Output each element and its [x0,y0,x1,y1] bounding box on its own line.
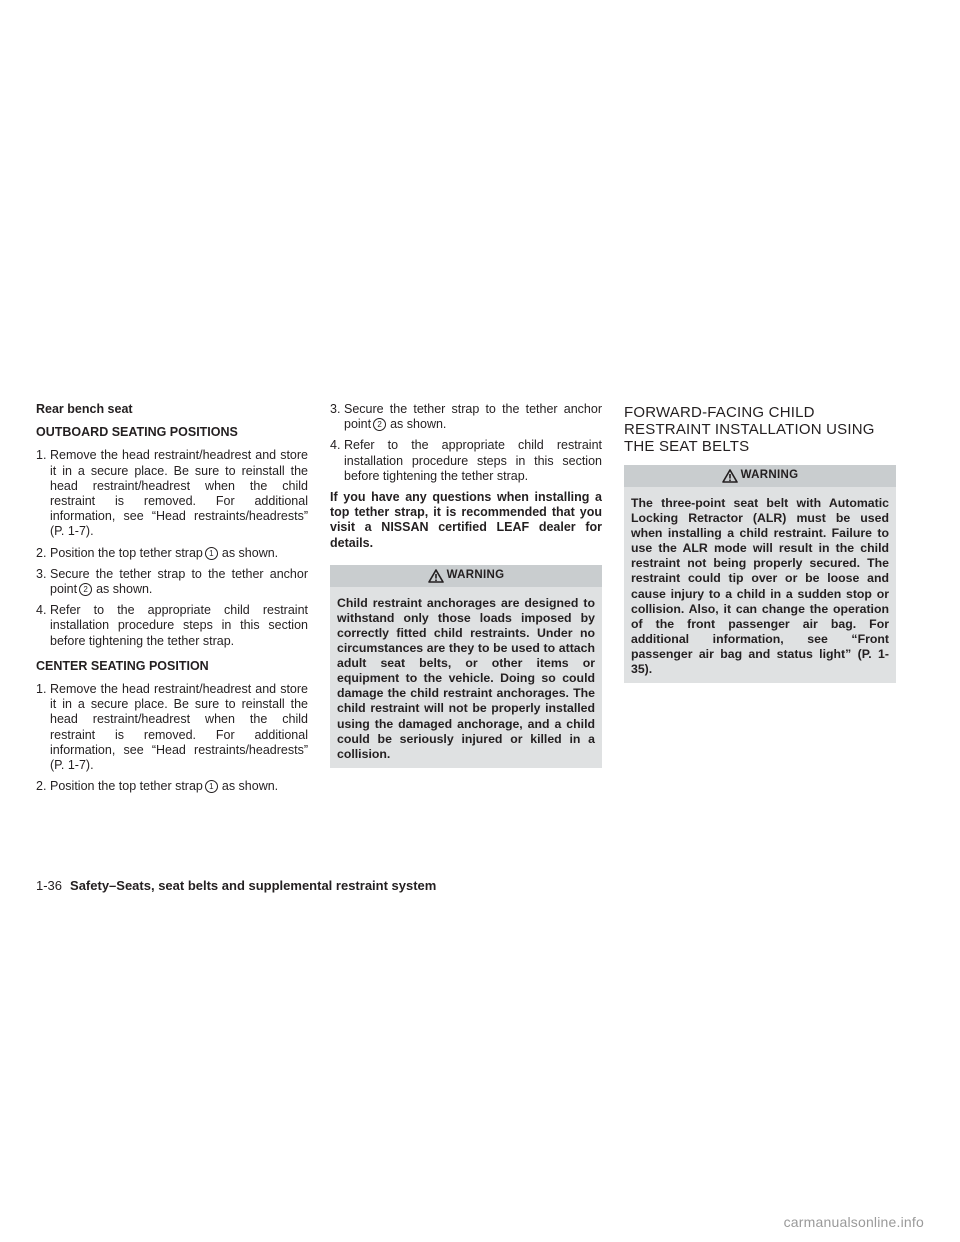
list-item [330,402,602,432]
section-title: FORWARD-FACING CHILD RESTRAINT INSTALLATION USING THE SEAT BELTS [624,404,875,455]
item-number: 4. [330,438,341,453]
warning-text: The three-point seat belt with Automatic Locking Retractor (ALR) must be used when installing a child restraint. Failure to use the ALR mode will result in the child restraint not being properly secured. The restraint could tip over or be loose and cause injury to a child in a sudden stop or collision. Also, it can change the operation of the front passenger air bag. For additional information, see “Front passenger air bag and status light” (P. 1-35). [631,496,889,677]
list-item [36,546,308,561]
item-text: Refer to the appropriate child restraint installation procedure steps in this section before tightening the tether strap. [344,438,602,483]
item-number: 4. [36,603,47,618]
list-item [330,438,602,484]
list-item [36,682,308,773]
item-text-post: as shown. [96,582,153,597]
item-text-pre: Secure the tether strap to the tether anchor point [344,402,602,432]
callout-circle-icon: 2 [373,418,386,431]
list-item [36,448,308,539]
item-text: Remove the head restraint/headrest and store it in a secure place. Be sure to reinstall the head restraint/headrest when the child restraint is removed. For additional information, see “Head restraints/headrests” (P. 1-7). [50,448,308,539]
item-number: 3. [330,402,341,416]
warning-icon [722,469,738,483]
dealer-note: If you have any questions when installing a top tether strap, it is recommended that you visit a NISSAN certified LEAF dealer for details. [330,490,602,550]
list-item [36,567,308,597]
warning-box [330,565,602,768]
warning-box [624,465,896,683]
item-text-pre: Secure the tether strap to the tether anchor point [50,566,308,597]
item-text-post: as shown. [390,417,447,432]
list-item [36,603,308,649]
chapter-title: Safety–Seats, seat belts and supplemental restraint system [70,878,437,893]
item-number: 1. [36,682,47,697]
item-number: 2. [36,545,47,560]
item-text-post: as shown. [221,545,279,560]
column-right [624,402,896,683]
warning-label: WARNING [740,469,799,482]
page-number: 1-36 [36,878,63,893]
warning-header [624,465,896,487]
item-number: 3. [36,566,47,581]
item-text: Remove the head restraint/headrest and store it in a secure place. Be sure to reinstall the head restraint/headrest when the child restraint is removed. For additional information, see “Head restraints/headrests” (P. 1-7). [50,682,308,773]
item-number: 2. [36,779,47,794]
page-footer [36,878,436,893]
callout-circle-icon: 1 [205,547,218,560]
item-text [50,567,308,597]
warning-header [330,565,602,587]
item-text: Refer to the appropriate child restraint installation procedure steps in this section before tightening the tether strap. [50,603,308,648]
item-text [344,402,602,432]
column-left [36,402,308,800]
warning-text: Child restraint anchorages are designed to withstand only those loads imposed by correctly fitted child restraints. Under no circumstances are they to be used to attach adult seat belts, or other items or equipment to the vehicle. Doing so could damage the child restraint anchorages. The child restraint will not be properly installed using the damaged anchorage, and a child could be seriously injured or killed in a collision. [337,595,595,761]
heading-rear-bench-seat: Rear bench seat [36,402,133,416]
list-item [36,779,308,794]
item-text-pre: Position the top tether strap [50,779,203,794]
callout-circle-icon: 1 [205,780,218,793]
item-text [50,546,308,561]
item-text [50,779,308,794]
warning-icon [428,569,444,583]
item-text-pre: Position the top tether strap [50,545,203,560]
item-text-post: as shown. [221,779,279,794]
warning-label: WARNING [446,569,505,582]
callout-circle-icon: 2 [79,583,92,596]
item-number: 1. [36,448,47,463]
watermark: carmanualsonline.info [783,1214,924,1230]
column-middle [330,402,602,768]
heading-center: CENTER SEATING POSITION [36,658,209,673]
heading-outboard: OUTBOARD SEATING POSITIONS [36,425,238,440]
